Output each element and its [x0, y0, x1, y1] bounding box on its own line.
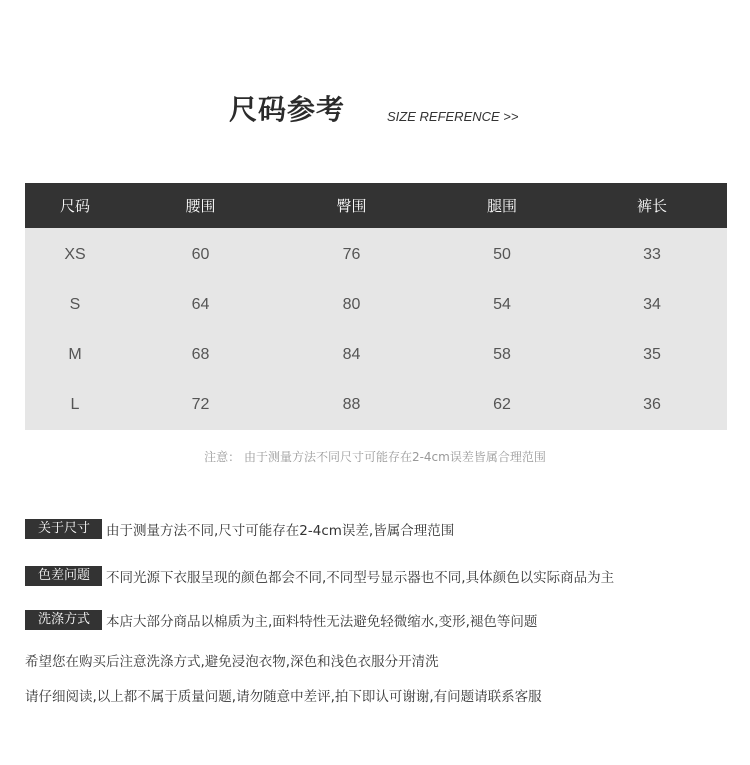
table-cell: 58	[427, 330, 577, 380]
table-row	[25, 330, 727, 380]
table-cell: 34	[577, 280, 727, 330]
size-table	[25, 183, 727, 430]
table-cell: 64	[125, 280, 276, 330]
disclaimer-line: 请仔细阅读,以上都不属于质量问题,请勿随意中差评,拍下即认可谢谢,有问题请联系客服	[25, 689, 542, 705]
table-header-row	[25, 183, 727, 228]
table-cell: M	[25, 330, 125, 380]
column-header-thigh: 腿围	[427, 183, 577, 228]
column-header-length: 裤长	[577, 183, 727, 228]
info-label-washing: 洗涤方式	[25, 610, 102, 630]
table-cell: 88	[276, 380, 427, 430]
table-row	[25, 228, 727, 280]
info-row-size	[25, 519, 454, 539]
table-row	[25, 380, 727, 430]
table-cell: 60	[125, 228, 276, 280]
info-row-color	[25, 566, 614, 586]
table-cell: 50	[427, 228, 577, 280]
table-cell: XS	[25, 228, 125, 280]
info-label-size: 关于尺寸	[25, 519, 102, 539]
table-cell: 76	[276, 228, 427, 280]
table-cell: L	[25, 380, 125, 430]
info-row-washing	[25, 610, 537, 630]
table-cell: 72	[125, 380, 276, 430]
info-text-color: 不同光源下衣服呈现的颜色都会不同,不同型号显示器也不同,具体颜色以实际商品为主	[106, 570, 615, 586]
washing-tip-line: 希望您在购买后注意洗涤方式,避免浸泡衣物,深色和浅色衣服分开清洗	[25, 654, 439, 670]
table-cell: 54	[427, 280, 577, 330]
info-text-washing: 本店大部分商品以棉质为主,面料特性无法避免轻微缩水,变形,褪色等问题	[106, 614, 538, 630]
table-cell: 80	[276, 280, 427, 330]
column-header-waist: 腰围	[125, 183, 276, 228]
info-label-color: 色差问题	[25, 566, 102, 586]
column-header-hip: 臀围	[276, 183, 427, 228]
table-cell: 68	[125, 330, 276, 380]
column-header-size: 尺码	[25, 183, 125, 228]
table-cell: 84	[276, 330, 427, 380]
table-cell: S	[25, 280, 125, 330]
table-row	[25, 280, 727, 330]
table-cell: 62	[427, 380, 577, 430]
table-cell: 36	[577, 380, 727, 430]
table-cell: 35	[577, 330, 727, 380]
info-text-size: 由于测量方法不同,尺寸可能存在2-4cm误差,皆属合理范围	[106, 523, 455, 539]
table-cell: 33	[577, 228, 727, 280]
title-en: SIZE REFERENCE >>	[387, 109, 519, 124]
table-note: 注意： 由于测量方法不同尺寸可能存在2-4cm误差皆属合理范围	[204, 450, 546, 464]
title-cn: 尺码参考	[229, 93, 346, 126]
